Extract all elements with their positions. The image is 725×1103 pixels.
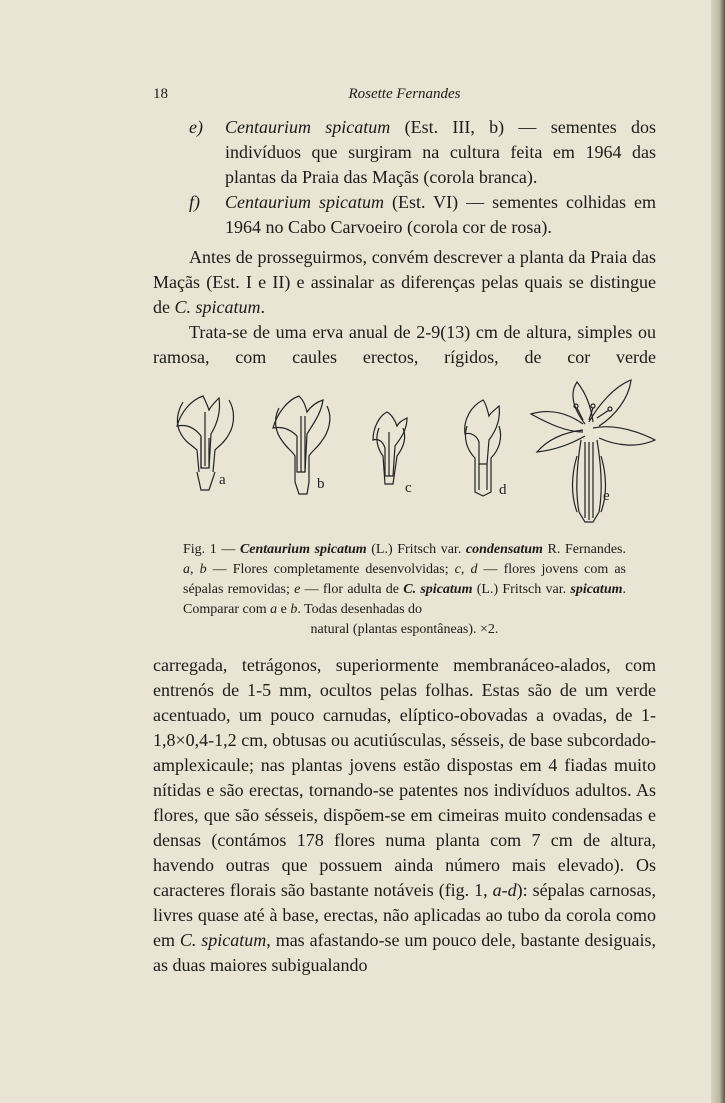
list-label: e) [189, 117, 203, 137]
paragraph-text: , mas afastando-se um pouco dele, bastante desiguais, as duas maiores subigualando [153, 930, 656, 975]
list-item [153, 190, 656, 240]
caption-variety: condensatum [465, 542, 543, 557]
taxon-name: Centaurium spicatum [225, 117, 391, 137]
caption-ref: b [290, 602, 298, 617]
caption-text: — flor adulta de [300, 582, 404, 597]
caption-text: — Flores completamente desenvolvidas; [206, 562, 455, 577]
caption-variety: spicatum [570, 582, 623, 597]
caption-ref: a [270, 602, 278, 617]
figure-flowers [153, 372, 663, 532]
figure-label-d: d [499, 482, 507, 498]
running-head: Rosette Fernandes [348, 86, 461, 102]
body-text-upper [153, 245, 656, 370]
flower-drawings [153, 372, 663, 532]
caption-text: . Comparar com [183, 582, 626, 617]
flower-c-drawing [373, 412, 407, 484]
caption-text: (L.) Fritsch var. [472, 582, 571, 597]
caption-text: R. Fernandes. [542, 542, 626, 557]
seed-list [153, 115, 656, 240]
caption-taxon: C. spicatum [403, 582, 473, 597]
caption-text: — flores jovens com as sépalas removidas; [183, 562, 626, 597]
caption-last-line: natural (plantas espontâneas). ×2. [310, 622, 499, 637]
list-text: (Est. III, b) — sementes dos indivíduos que surgiram na cultura feita em 1964 das plantas da Praia das Maçãs (corola branca). [225, 117, 656, 187]
taxon-name: Centaurium spicatum [225, 192, 384, 212]
page-number: 18 [153, 86, 168, 102]
flower-d-drawing [465, 400, 501, 496]
paragraph-text: . [260, 297, 266, 317]
list-label: f) [189, 192, 200, 212]
paragraph: Trata-se de uma erva anual de 2-9(13) cm de altura, simples ou ramosa, com caules erectos, rígidos, de cor verde [153, 322, 656, 367]
flower-e-drawing [531, 380, 655, 522]
figure-caption [183, 540, 626, 640]
figure-label-c: c [405, 480, 412, 496]
caption-text: (L.) Fritsch var. [366, 542, 466, 557]
caption-text: . Todas desenhadas do [297, 602, 423, 617]
taxon-name: C. spicatum [179, 930, 267, 950]
caption-text: e [277, 602, 291, 617]
figure-label-e: e [603, 488, 610, 504]
paragraph [153, 653, 656, 978]
paragraph-text: carregada, tetrágonos, superiormente membranáceo-alados, com entrenós de 1-5 mm, ocultos pelas folhas. Estas são de um verde acentuado, um pouco carnudas, elíptico-obovadas a ovadas, de 1-1,8×0,4-1,2 cm, obtusas ou acutiúsculas, sésseis, de base subcordado-amplexicaule; nas plantas jovens estão dispostas em 4 fiadas muito nítidas e são erectas, tornando-se patentes nos indivíduos adultos. As flores, que são sésseis, dispõem-se em cimeiras muito condensadas e densas (contámos 178 flores numa planta com 7 cm de altura, havendo outras que possuem ainda número mais elevado). Os caracteres florais são bastante notáveis (fig. 1, [153, 655, 656, 900]
caption-taxon: Centaurium spicatum [239, 542, 367, 557]
figure-ref: a-d [492, 880, 517, 900]
figure-label-a: a [219, 472, 226, 488]
paragraph-text: ): sépalas carnosas, livres quase até à base, erectas, não aplicadas ao tubo da corola como em [153, 880, 657, 950]
caption-ref: e [294, 582, 301, 597]
list-item [153, 115, 656, 190]
figure-label-b: b [317, 476, 325, 492]
taxon-name: C. spicatum [174, 297, 261, 317]
caption-text: Fig. 1 — [183, 542, 240, 557]
page-header [153, 86, 656, 108]
body-text-lower [153, 653, 656, 978]
paragraph [153, 245, 656, 320]
caption-ref: c, d [454, 562, 478, 577]
list-text: (Est. VI) — sementes colhidas em 1964 no Cabo Carvoeiro (corola cor de rosa). [225, 192, 656, 237]
caption-ref: a, b [183, 562, 207, 577]
page-edge [711, 0, 725, 1103]
paragraph-text: Antes de prosseguirmos, convém descrever a planta da Praia das Maçãs (Est. I e II) e assinalar as diferenças pelas quais se distingue de [153, 247, 656, 317]
